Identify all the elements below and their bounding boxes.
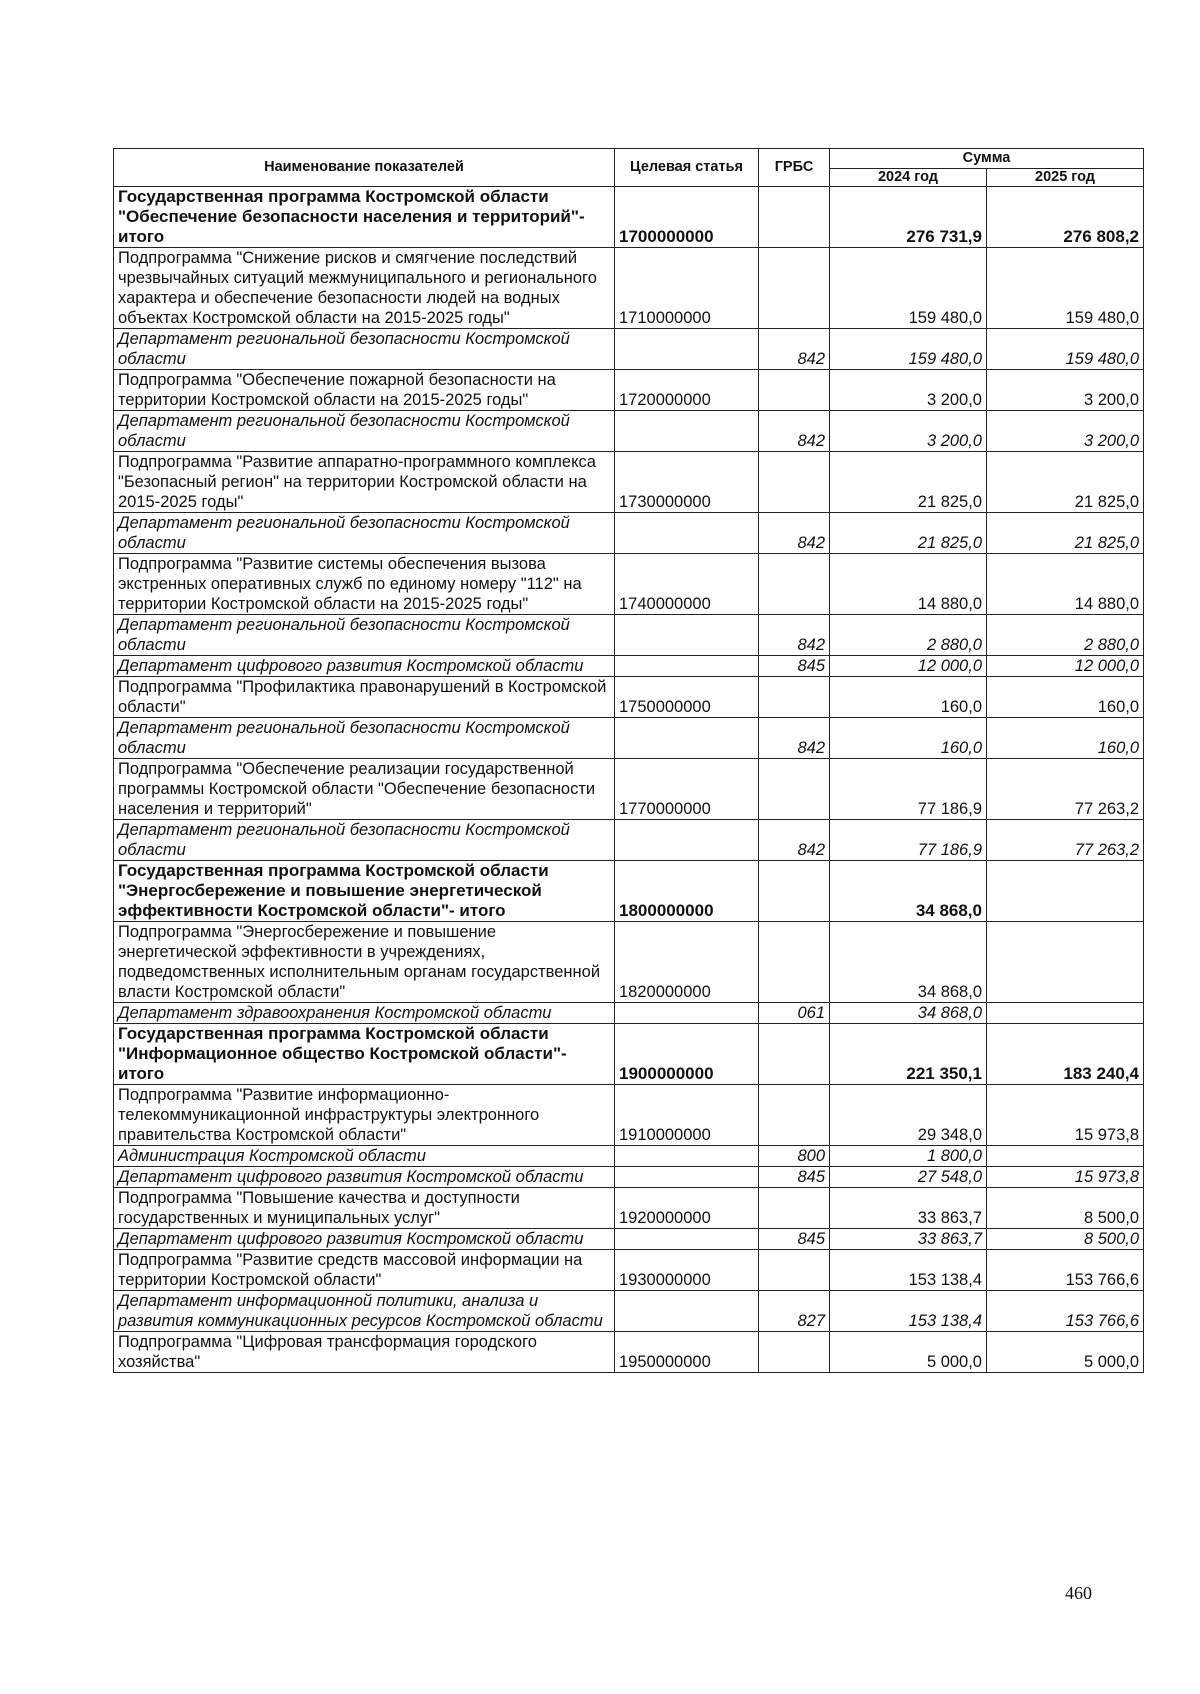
row-code: [615, 1291, 759, 1332]
row-value-2025: 159 480,0: [987, 329, 1144, 370]
row-value-2024: 33 863,7: [830, 1229, 987, 1250]
row-grbs: 842: [759, 411, 830, 452]
header-name: Наименование показателей: [114, 149, 615, 187]
row-value-2025: 160,0: [987, 677, 1144, 718]
table-row: [114, 554, 1144, 615]
row-name: Департамент региональной безопасности Костромской области: [114, 411, 615, 452]
row-name: Департамент региональной безопасности Костромской области: [114, 820, 615, 861]
row-code: 1720000000: [615, 370, 759, 411]
table-row: [114, 1024, 1144, 1085]
row-value-2025: 21 825,0: [987, 452, 1144, 513]
row-value-2025: 15 973,8: [987, 1085, 1144, 1146]
row-value-2024: 12 000,0: [830, 656, 987, 677]
row-code: 1920000000: [615, 1188, 759, 1229]
row-value-2025: 153 766,6: [987, 1250, 1144, 1291]
row-grbs: [759, 1250, 830, 1291]
row-code: 1900000000: [615, 1024, 759, 1085]
table-row: [114, 1146, 1144, 1167]
row-name: Подпрограмма "Цифровая трансформация городского хозяйства": [114, 1332, 615, 1373]
row-value-2024: 2 880,0: [830, 615, 987, 656]
table-row: [114, 411, 1144, 452]
row-code: [615, 718, 759, 759]
row-value-2025: 153 766,6: [987, 1291, 1144, 1332]
table-row: [114, 922, 1144, 1003]
row-grbs: 827: [759, 1291, 830, 1332]
row-name: Подпрограмма "Повышение качества и доступности государственных и муниципальных услуг": [114, 1188, 615, 1229]
row-value-2024: 160,0: [830, 718, 987, 759]
row-code: 1800000000: [615, 861, 759, 922]
row-grbs: 842: [759, 718, 830, 759]
row-grbs: [759, 1188, 830, 1229]
row-grbs: 061: [759, 1003, 830, 1024]
table-row: [114, 513, 1144, 554]
row-grbs: [759, 554, 830, 615]
row-code: 1750000000: [615, 677, 759, 718]
row-value-2024: 159 480,0: [830, 248, 987, 329]
row-value-2024: 153 138,4: [830, 1250, 987, 1291]
row-code: [615, 615, 759, 656]
table-row: [114, 820, 1144, 861]
table-row: [114, 1250, 1144, 1291]
row-value-2024: 34 868,0: [830, 922, 987, 1003]
row-grbs: [759, 370, 830, 411]
table-row: [114, 1167, 1144, 1188]
table-row: [114, 248, 1144, 329]
table-row: [114, 370, 1144, 411]
row-value-2024: 77 186,9: [830, 820, 987, 861]
table-row: [114, 1229, 1144, 1250]
row-name: Государственная программа Костромской области "Информационное общество Костромской области"- итого: [114, 1024, 615, 1085]
row-grbs: 842: [759, 329, 830, 370]
table-row: [114, 656, 1144, 677]
row-name: Администрация Костромской области: [114, 1146, 615, 1167]
row-value-2025: 12 000,0: [987, 656, 1144, 677]
row-value-2024: 276 731,9: [830, 187, 987, 248]
row-value-2024: 34 868,0: [830, 861, 987, 922]
table-body: [114, 187, 1144, 1373]
row-name: Государственная программа Костромской области "Обеспечение безопасности населения и территорий"- итого: [114, 187, 615, 248]
row-value-2025: [987, 922, 1144, 1003]
row-name: Департамент региональной безопасности Костромской области: [114, 329, 615, 370]
row-value-2024: 29 348,0: [830, 1085, 987, 1146]
row-name: Подпрограмма "Развитие информационно-телекоммуникационной инфраструктуры электронного правительства Костромской области": [114, 1085, 615, 1146]
row-code: 1740000000: [615, 554, 759, 615]
row-value-2025: 14 880,0: [987, 554, 1144, 615]
row-value-2024: 27 548,0: [830, 1167, 987, 1188]
header-sum: Сумма: [830, 149, 1144, 169]
table-row: [114, 677, 1144, 718]
row-value-2025: 77 263,2: [987, 759, 1144, 820]
row-value-2025: 2 880,0: [987, 615, 1144, 656]
row-code: 1770000000: [615, 759, 759, 820]
header-year-2025: 2025 год: [987, 169, 1144, 187]
row-grbs: [759, 677, 830, 718]
table-row: [114, 718, 1144, 759]
row-name: Департамент здравоохранения Костромской области: [114, 1003, 615, 1024]
row-name: Государственная программа Костромской области "Энергосбережение и повышение энергетической эффективности Костромской области"- итого: [114, 861, 615, 922]
row-value-2025: 160,0: [987, 718, 1144, 759]
row-value-2025: 5 000,0: [987, 1332, 1144, 1373]
header-grbs: ГРБС: [759, 149, 830, 187]
row-code: 1930000000: [615, 1250, 759, 1291]
row-grbs: 800: [759, 1146, 830, 1167]
row-name: Департамент информационной политики, анализа и развития коммуникационных ресурсов Костромской области: [114, 1291, 615, 1332]
row-value-2024: 3 200,0: [830, 370, 987, 411]
table-row: [114, 759, 1144, 820]
row-name: Подпрограмма "Развитие средств массовой информации на территории Костромской области": [114, 1250, 615, 1291]
header-code: Целевая статья: [615, 149, 759, 187]
table-row: [114, 615, 1144, 656]
row-code: [615, 1146, 759, 1167]
row-value-2024: 3 200,0: [830, 411, 987, 452]
row-value-2025: 276 808,2: [987, 187, 1144, 248]
row-grbs: [759, 248, 830, 329]
row-value-2025: 159 480,0: [987, 248, 1144, 329]
row-code: [615, 1167, 759, 1188]
row-grbs: [759, 922, 830, 1003]
row-name: Департамент цифрового развития Костромской области: [114, 1229, 615, 1250]
row-value-2024: 1 800,0: [830, 1146, 987, 1167]
page-number: 460: [1065, 1583, 1092, 1603]
row-name: Департамент региональной безопасности Костромской области: [114, 615, 615, 656]
row-value-2024: 34 868,0: [830, 1003, 987, 1024]
row-name: Подпрограмма "Энергосбережение и повышение энергетической эффективности в учреждениях, подведомственных исполнительным органам государственной власти Костромской области": [114, 922, 615, 1003]
row-name: Департамент региональной безопасности Костромской области: [114, 513, 615, 554]
row-name: Подпрограмма "Обеспечение пожарной безопасности на территории Костромской области на 2015-2025 годы": [114, 370, 615, 411]
table-row: [114, 187, 1144, 248]
row-name: Подпрограмма "Обеспечение реализации государственной программы Костромской области "Обеспечение безопасности населения и территорий": [114, 759, 615, 820]
row-code: 1700000000: [615, 187, 759, 248]
row-value-2024: 33 863,7: [830, 1188, 987, 1229]
budget-table: [113, 148, 1144, 1373]
row-value-2024: 5 000,0: [830, 1332, 987, 1373]
row-value-2024: 14 880,0: [830, 554, 987, 615]
row-grbs: [759, 759, 830, 820]
table-row: [114, 861, 1144, 922]
table-row: [114, 452, 1144, 513]
row-code: 1710000000: [615, 248, 759, 329]
row-value-2024: 221 350,1: [830, 1024, 987, 1085]
row-value-2024: 153 138,4: [830, 1291, 987, 1332]
row-grbs: 842: [759, 513, 830, 554]
row-grbs: 842: [759, 820, 830, 861]
table-row: [114, 1291, 1144, 1332]
row-name: Подпрограмма "Профилактика правонарушений в Костромской области": [114, 677, 615, 718]
row-name: Департамент цифрового развития Костромской области: [114, 656, 615, 677]
row-code: [615, 329, 759, 370]
row-grbs: 845: [759, 1229, 830, 1250]
row-value-2025: [987, 1146, 1144, 1167]
row-code: 1820000000: [615, 922, 759, 1003]
row-value-2025: 21 825,0: [987, 513, 1144, 554]
row-value-2024: 159 480,0: [830, 329, 987, 370]
row-value-2025: 8 500,0: [987, 1229, 1144, 1250]
table-row: [114, 1085, 1144, 1146]
row-code: [615, 1003, 759, 1024]
row-code: 1950000000: [615, 1332, 759, 1373]
row-grbs: [759, 452, 830, 513]
row-grbs: 845: [759, 656, 830, 677]
row-code: [615, 411, 759, 452]
row-value-2024: 77 186,9: [830, 759, 987, 820]
row-grbs: [759, 187, 830, 248]
row-code: [615, 1229, 759, 1250]
row-code: 1730000000: [615, 452, 759, 513]
row-name: Подпрограмма "Развитие системы обеспечения вызова экстренных оперативных служб по единому номеру "112" на территории Костромской области на 2015-2025 годы": [114, 554, 615, 615]
row-name: Департамент региональной безопасности Костромской области: [114, 718, 615, 759]
row-name: Подпрограмма "Развитие аппаратно-программного комплекса "Безопасный регион" на территории Костромской области на 2015-2025 годы": [114, 452, 615, 513]
row-value-2025: [987, 861, 1144, 922]
row-value-2024: 21 825,0: [830, 452, 987, 513]
row-code: [615, 513, 759, 554]
row-code: [615, 656, 759, 677]
row-grbs: [759, 1085, 830, 1146]
table-row: [114, 1188, 1144, 1229]
table-row: [114, 329, 1144, 370]
row-value-2025: 77 263,2: [987, 820, 1144, 861]
header-year-2024: 2024 год: [830, 169, 987, 187]
row-code: 1910000000: [615, 1085, 759, 1146]
row-value-2024: 160,0: [830, 677, 987, 718]
row-value-2025: 3 200,0: [987, 411, 1144, 452]
row-name: Департамент цифрового развития Костромской области: [114, 1167, 615, 1188]
row-grbs: 845: [759, 1167, 830, 1188]
row-value-2025: 3 200,0: [987, 370, 1144, 411]
row-grbs: [759, 861, 830, 922]
table-header: [114, 149, 1144, 187]
row-grbs: [759, 1332, 830, 1373]
row-value-2025: 15 973,8: [987, 1167, 1144, 1188]
row-value-2024: 21 825,0: [830, 513, 987, 554]
row-name: Подпрограмма "Снижение рисков и смягчение последствий чрезвычайных ситуаций межмуниципального и регионального характера и обеспечение безопасности людей на водных объектах Костромской области на 2015-2025 годы": [114, 248, 615, 329]
table-row: [114, 1003, 1144, 1024]
row-value-2025: [987, 1003, 1144, 1024]
row-code: [615, 820, 759, 861]
table-row: [114, 1332, 1144, 1373]
row-value-2025: 8 500,0: [987, 1188, 1144, 1229]
row-value-2025: 183 240,4: [987, 1024, 1144, 1085]
row-grbs: 842: [759, 615, 830, 656]
row-grbs: [759, 1024, 830, 1085]
